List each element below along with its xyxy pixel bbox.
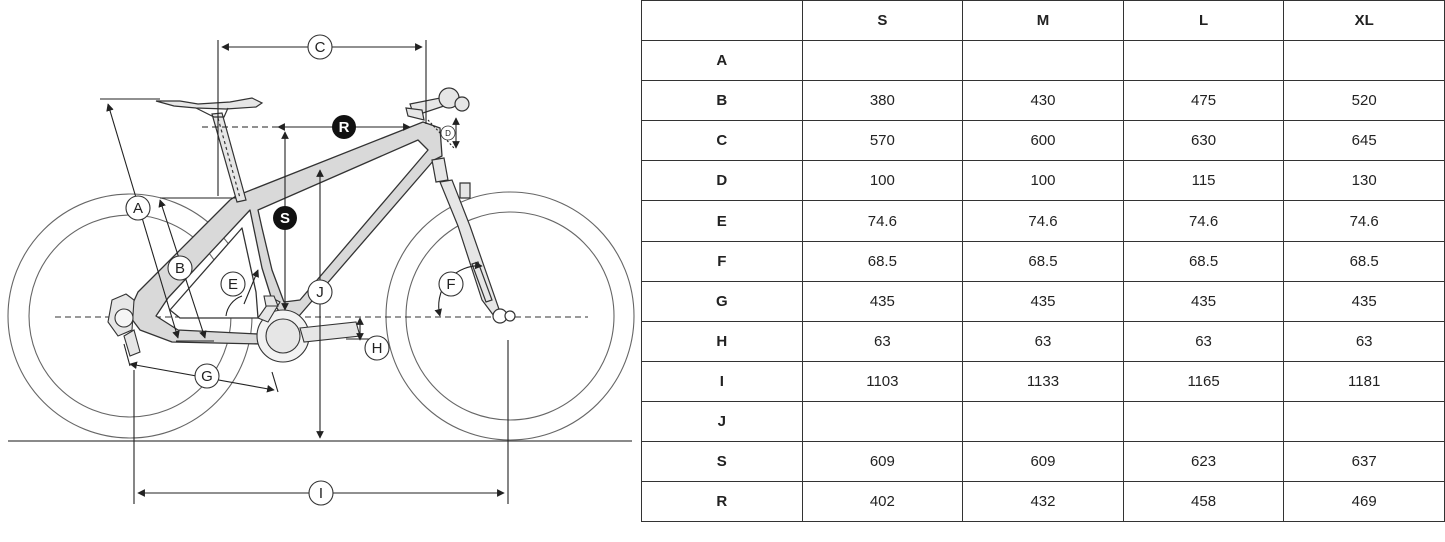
table-cell [1284, 41, 1445, 81]
svg-text:D: D [445, 129, 451, 138]
label-F [439, 272, 463, 296]
row-label: S [642, 442, 803, 482]
table-cell: 1165 [1123, 361, 1284, 401]
label-A [126, 196, 150, 220]
label-R [332, 115, 356, 139]
table-cell: 435 [963, 281, 1124, 321]
table-row [642, 161, 1445, 201]
table-row [642, 121, 1445, 161]
table-cell: 435 [1123, 281, 1284, 321]
row-label: G [642, 281, 803, 321]
table-cell [1123, 41, 1284, 81]
svg-text:F: F [446, 276, 456, 293]
table-row [642, 442, 1445, 482]
table-row [642, 281, 1445, 321]
label-B [168, 256, 192, 280]
table-cell: 63 [963, 321, 1124, 361]
table-cell: 68.5 [802, 241, 963, 281]
row-label: H [642, 321, 803, 361]
table-cell: 430 [963, 81, 1124, 121]
label-C [308, 35, 332, 59]
row-label: R [642, 482, 803, 522]
table-cell: 475 [1123, 81, 1284, 121]
table-cell: 63 [1284, 321, 1445, 361]
table-cell: 637 [1284, 442, 1445, 482]
table-cell: 130 [1284, 161, 1445, 201]
table-row [642, 41, 1445, 81]
table-row [642, 482, 1445, 522]
svg-text:G: G [201, 368, 213, 385]
row-label: I [642, 361, 803, 401]
table-cell: 68.5 [1284, 241, 1445, 281]
table-cell [802, 401, 963, 441]
table-cell: 570 [802, 121, 963, 161]
table-cell: 74.6 [802, 201, 963, 241]
table-cell: 609 [802, 442, 963, 482]
geometry-table [641, 0, 1445, 522]
table-cell: 63 [802, 321, 963, 361]
table-cell: 432 [963, 482, 1124, 522]
svg-text:R: R [338, 119, 350, 136]
table-cell: 645 [1284, 121, 1445, 161]
header-size-xl: XL [1284, 1, 1445, 41]
row-label: C [642, 121, 803, 161]
label-H [365, 336, 389, 360]
seatpost-saddle [156, 98, 262, 202]
table-cell: 458 [1123, 482, 1284, 522]
svg-text:E: E [227, 276, 239, 293]
row-label: B [642, 81, 803, 121]
table-cell: 380 [802, 81, 963, 121]
row-label: F [642, 241, 803, 281]
table-cell: 100 [963, 161, 1124, 201]
table-row [642, 321, 1445, 361]
svg-text:J: J [316, 284, 324, 301]
svg-text:H: H [371, 340, 383, 357]
table-cell: 402 [802, 482, 963, 522]
label-G [195, 364, 219, 388]
bike-geometry-diagram [0, 0, 640, 542]
table-header-row [642, 1, 1445, 41]
svg-text:B: B [174, 260, 186, 277]
table-cell: 68.5 [963, 241, 1124, 281]
table-cell: 115 [1123, 161, 1284, 201]
table-cell: 74.6 [1123, 201, 1284, 241]
table-cell: 520 [1284, 81, 1445, 121]
table-cell: 630 [1123, 121, 1284, 161]
header-corner [642, 1, 803, 41]
table-cell: 1133 [963, 361, 1124, 401]
table-cell [1123, 401, 1284, 441]
table-cell: 74.6 [1284, 201, 1445, 241]
table-cell [802, 41, 963, 81]
table-cell: 1103 [802, 361, 963, 401]
row-label: E [642, 201, 803, 241]
header-size-m: M [963, 1, 1124, 41]
svg-text:I: I [318, 485, 324, 502]
svg-text:C: C [314, 39, 326, 56]
table-cell: 435 [1284, 281, 1445, 321]
table-cell: 623 [1123, 442, 1284, 482]
table-cell: 469 [1284, 482, 1445, 522]
table-row [642, 81, 1445, 121]
table-row [642, 401, 1445, 441]
row-label: A [642, 41, 803, 81]
label-S [273, 206, 297, 230]
label-E [221, 272, 245, 296]
header-size-s: S [802, 1, 963, 41]
table-row [642, 241, 1445, 281]
table-cell: 600 [963, 121, 1124, 161]
table-cell: 100 [802, 161, 963, 201]
table-cell: 68.5 [1123, 241, 1284, 281]
table-row [642, 361, 1445, 401]
table-cell: 63 [1123, 321, 1284, 361]
table-cell [963, 401, 1124, 441]
svg-text:A: A [132, 200, 144, 217]
table-cell: 1181 [1284, 361, 1445, 401]
table-cell: 435 [802, 281, 963, 321]
table-cell: 609 [963, 442, 1124, 482]
table-cell [1284, 401, 1445, 441]
table-cell [963, 41, 1124, 81]
table-cell: 74.6 [963, 201, 1124, 241]
svg-text:S: S [279, 210, 291, 227]
row-label: D [642, 161, 803, 201]
label-D [441, 126, 455, 140]
row-label: J [642, 401, 803, 441]
label-I [309, 481, 333, 505]
header-size-l: L [1123, 1, 1284, 41]
table-row [642, 201, 1445, 241]
label-J [308, 280, 332, 304]
